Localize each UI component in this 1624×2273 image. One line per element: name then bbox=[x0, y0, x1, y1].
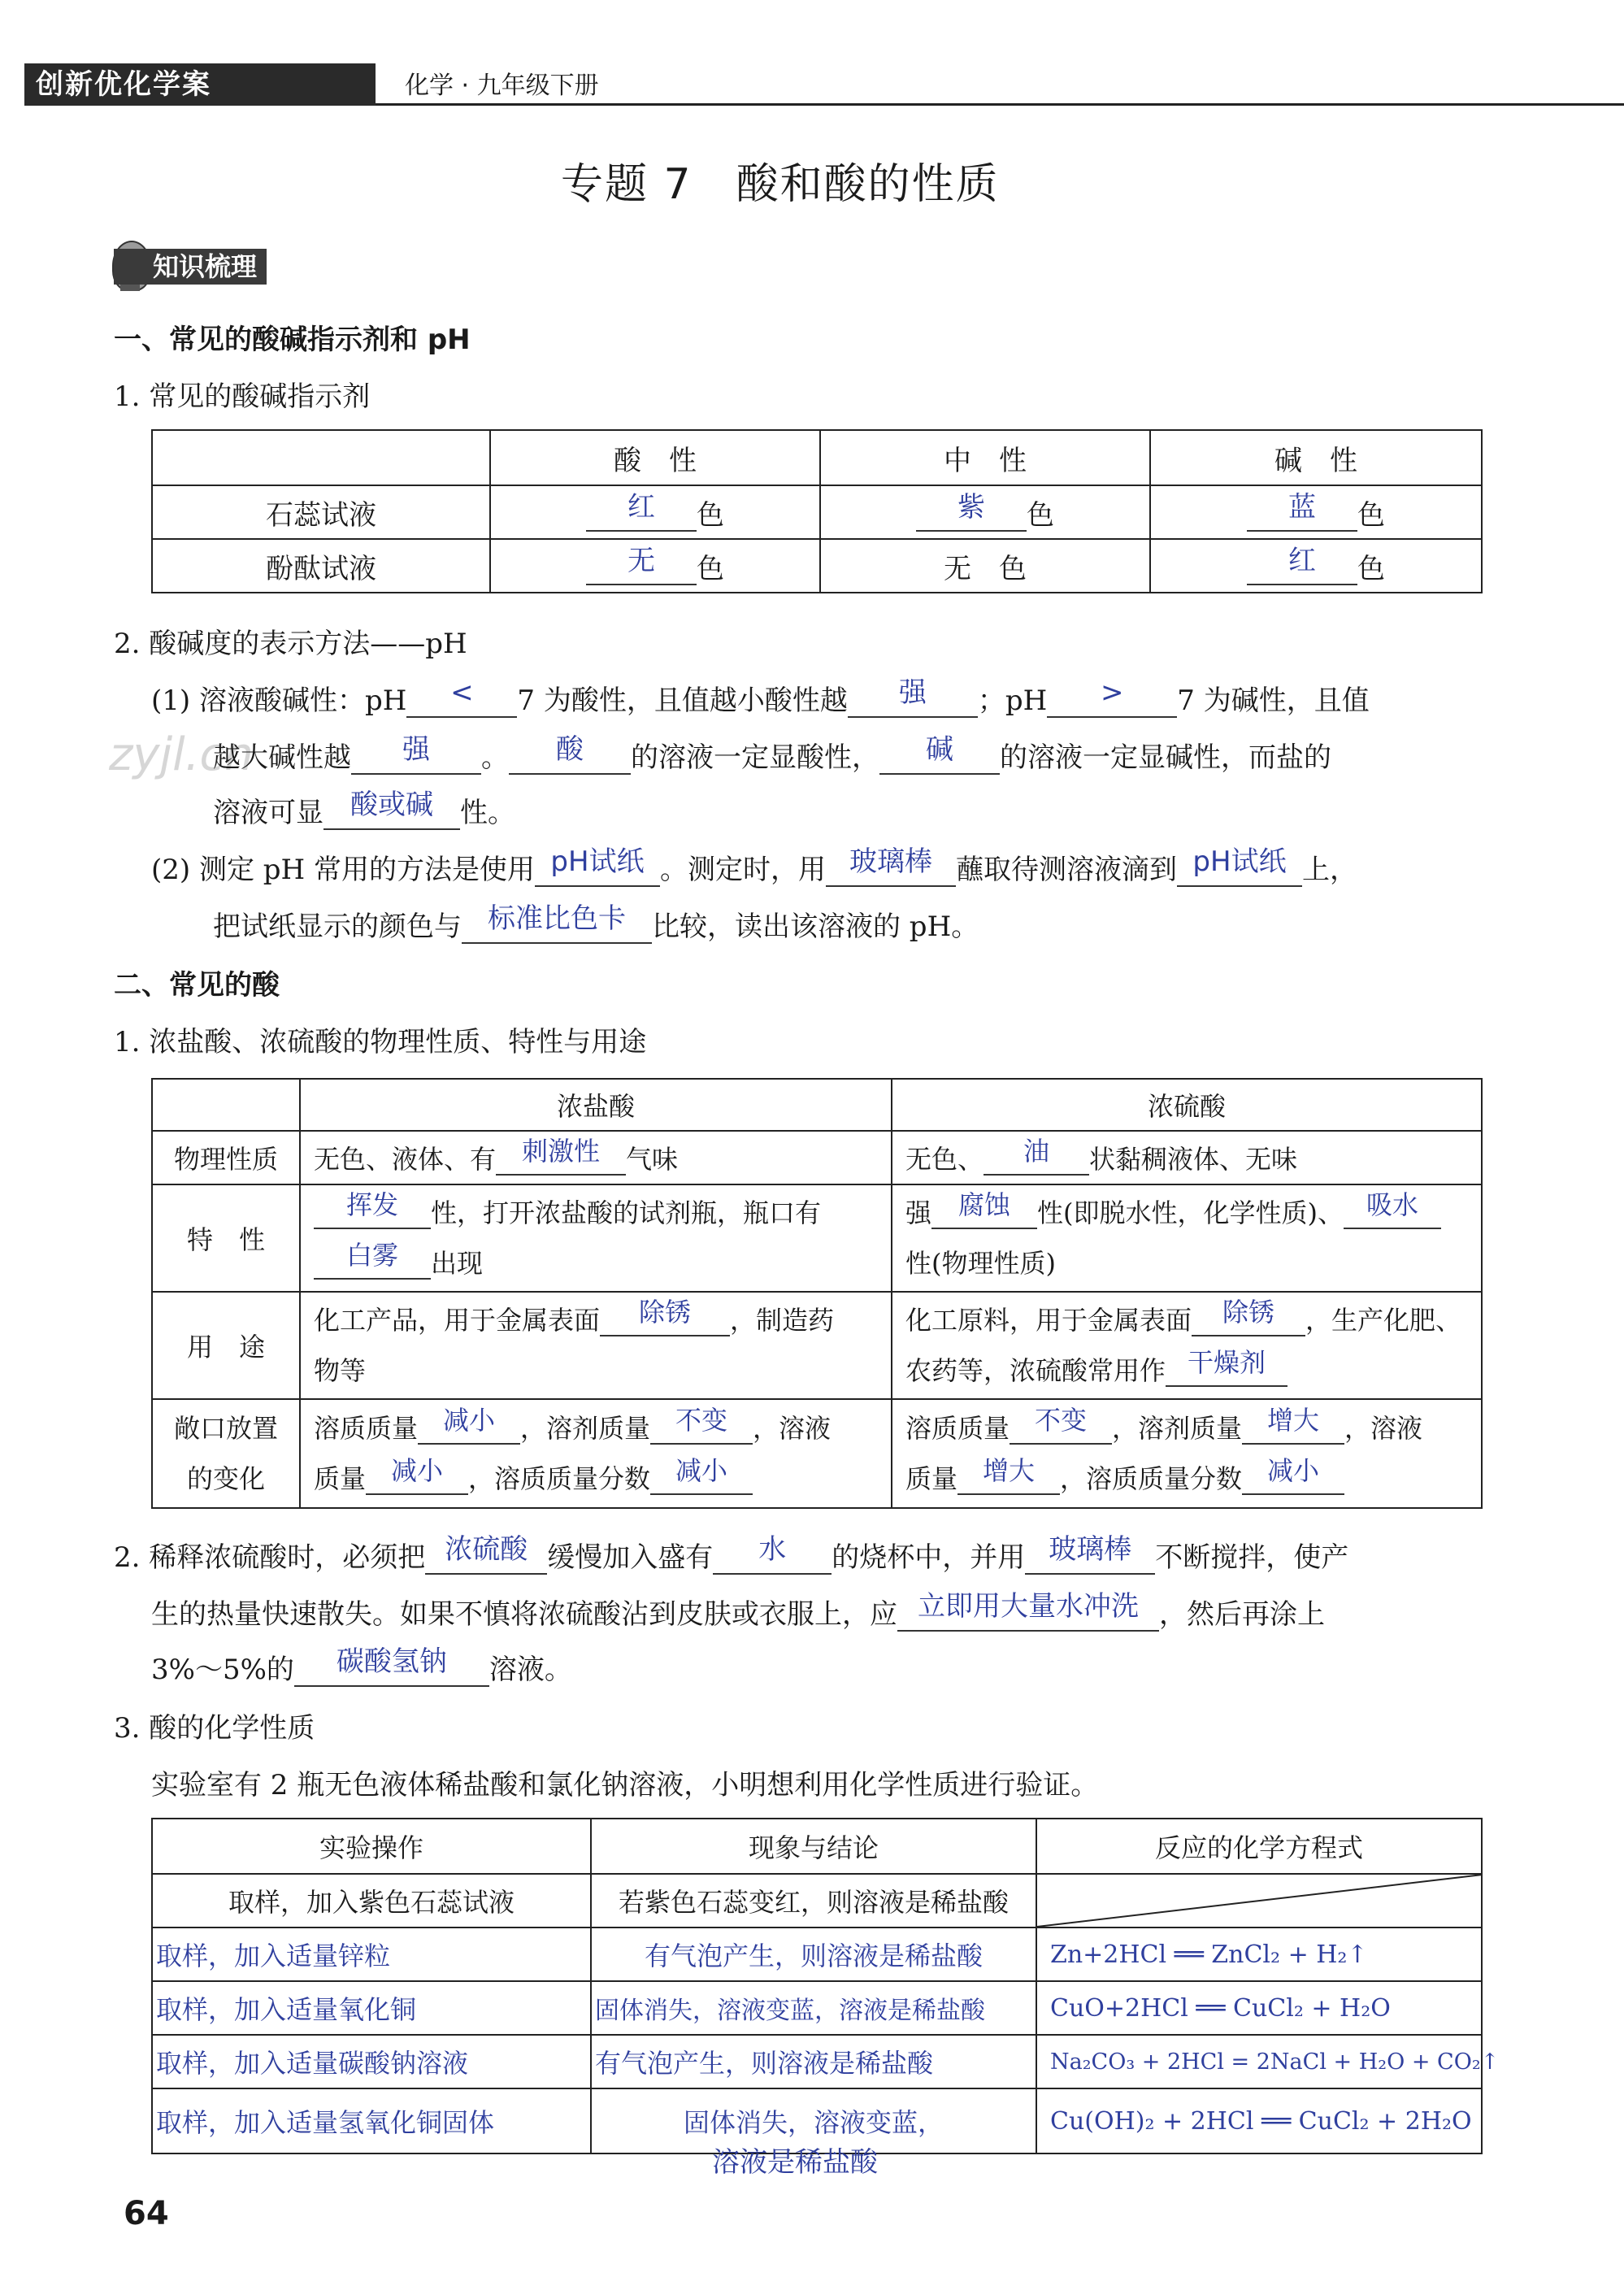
chem-operation: 取样，加入适量氧化铜 bbox=[152, 1981, 591, 2035]
indicator-row-phenolphthalein bbox=[152, 539, 1482, 593]
answer: 不变 bbox=[675, 1405, 728, 1436]
answer: 玻璃棒 bbox=[849, 845, 932, 878]
ph-method-line2: 把试纸显示的颜色与 标准比色卡 比较，读出该溶液的 pH。 bbox=[213, 902, 979, 943]
ph-paragraph-line2: 越大碱性越 强 。 酸 的溶液一定显酸性， 碱 的溶液一定显碱性，而盐的 bbox=[213, 733, 1331, 774]
diagonal-slash bbox=[1037, 1875, 1483, 1927]
answer: pH试纸 bbox=[550, 845, 645, 878]
chem-equation: CuO+2HCl ══ CuCl₂ + H₂O bbox=[1036, 1981, 1482, 2035]
chem-row bbox=[152, 1981, 1482, 2035]
page-title: 专题 7 酸和酸的性质 bbox=[561, 160, 1000, 209]
neutral-value: 无 色 bbox=[820, 539, 1150, 593]
chem-result: 有气泡产生，则溶液是稀盐酸 bbox=[591, 2035, 1036, 2088]
watermark: zyjl.cn bbox=[109, 728, 254, 781]
section2-item3-desc: 实验室有 2 瓶无色液体稀盐酸和氯化钠溶液，小明想利用化学性质进行验证。 bbox=[151, 1769, 1099, 1801]
answer: 减小 bbox=[1267, 1455, 1320, 1486]
section1-item1: 1. 常见的酸碱指示剂 bbox=[114, 380, 371, 413]
answer: 腐蚀 bbox=[958, 1189, 1011, 1220]
acid-row-physical: 物理性质 无色、液体、有 刺激性 气味 无色、 油 状黏稠液体、无味 bbox=[152, 1131, 1482, 1184]
acid-header-blank bbox=[152, 1079, 300, 1131]
color-suffix: 色 bbox=[697, 552, 724, 585]
answer: pH试纸 bbox=[1192, 845, 1287, 878]
answer: 增大 bbox=[983, 1455, 1036, 1486]
answer: 白雾 bbox=[345, 1240, 398, 1271]
answer: 紫 bbox=[957, 490, 985, 524]
dilution-line3: 3%～5%的 碳酸氢钠 溶液。 bbox=[151, 1645, 572, 1686]
acid-row-usage: 用 途 化工产品，用于金属表面 除锈 ，制造药 物等 化工原料，用于金属表面 除锈 ，生产化肥、 农药等，浓硫酸常用作 干燥剂 bbox=[152, 1292, 1482, 1399]
answer: > bbox=[1101, 676, 1124, 709]
chem-result: 固体消失，溶液变蓝， bbox=[591, 2088, 1036, 2153]
chemical-properties-table bbox=[151, 1818, 1500, 2154]
chem-result-overflow: 溶液是稀盐酸 bbox=[712, 2146, 878, 2179]
answer: 减小 bbox=[675, 1455, 728, 1486]
row-label: 物理性质 bbox=[152, 1131, 300, 1184]
indicator-header-neutral: 中 性 bbox=[820, 430, 1150, 485]
indicator-name: 酚酞试液 bbox=[152, 539, 490, 593]
row-label: 敞口放置 bbox=[173, 1413, 278, 1444]
indicator-header-base: 碱 性 bbox=[1150, 430, 1482, 485]
acid-header-hcl: 浓盐酸 bbox=[300, 1079, 892, 1131]
chem-equation: Cu(OH)₂ + 2HCl ══ CuCl₂ + 2H₂O bbox=[1036, 2088, 1482, 2153]
answer: 玻璃棒 bbox=[1049, 1533, 1132, 1566]
chem-row bbox=[152, 1927, 1482, 1981]
answer: 酸或碱 bbox=[350, 789, 433, 821]
answer: 除锈 bbox=[1222, 1297, 1275, 1328]
chem-operation: 取样，加入适量锌粒 bbox=[152, 1927, 591, 1981]
indicator-header-blank bbox=[152, 430, 490, 485]
chem-result: 有气泡产生，则溶液是稀盐酸 bbox=[591, 1927, 1036, 1981]
page-number: 64 bbox=[124, 2195, 169, 2232]
answer: 增大 bbox=[1267, 1405, 1320, 1436]
ph-method-line1: (2) 测定 pH 常用的方法是使用 pH试纸 。测定时，用 玻璃棒 蘸取待测溶液滴到 pH试纸 上， bbox=[151, 845, 1357, 886]
brand-bar bbox=[24, 63, 376, 106]
acid-row-exposed: 敞口放置 的变化 溶质质量 减小 ，溶剂质量 不变 ，溶液 质量 减小 ，溶质质量分数 减小 溶质质量 不变 ，溶剂质量 增大 ，溶液 质量 增大 ，溶质质量分数 减小 bbox=[152, 1399, 1482, 1508]
header-rule bbox=[376, 103, 1624, 106]
indicator-name: 石蕊试液 bbox=[152, 485, 490, 539]
answer: 标准比色卡 bbox=[488, 902, 626, 935]
row-label: 用 途 bbox=[152, 1292, 300, 1399]
section2-item1: 1. 浓盐酸、浓硫酸的物理性质、特性与用途 bbox=[114, 1026, 647, 1058]
section2-heading: 二、常见的酸 bbox=[114, 969, 280, 1002]
answer: 酸 bbox=[556, 733, 584, 766]
row-label: 的变化 bbox=[186, 1463, 265, 1494]
section1-heading: 一、常见的酸碱指示剂和 pH bbox=[114, 324, 471, 356]
answer: 红 bbox=[1288, 544, 1316, 577]
answer: 碱 bbox=[926, 733, 953, 766]
answer: 刺激性 bbox=[522, 1136, 601, 1167]
color-suffix: 色 bbox=[1357, 552, 1385, 585]
chem-result: 若紫色石蕊变红，则溶液是稀盐酸 bbox=[591, 1874, 1036, 1927]
answer: 蓝 bbox=[1288, 490, 1316, 524]
answer: 碳酸氢钠 bbox=[336, 1645, 447, 1678]
chem-equation-empty bbox=[1036, 1874, 1482, 1927]
dilution-line1: 2. 稀释浓硫酸时，必须把 浓硫酸 缓慢加入盛有 水 的烧杯中，并用 玻璃棒 不断搅拌，使产 bbox=[114, 1533, 1349, 1574]
chem-operation: 取样，加入适量碳酸钠溶液 bbox=[152, 2035, 591, 2088]
acid-properties-table bbox=[151, 1078, 1483, 1509]
color-suffix: 色 bbox=[1357, 498, 1385, 532]
chem-result: 固体消失，溶液变蓝，溶液是稀盐酸 bbox=[591, 1981, 1036, 2035]
answer: 强 bbox=[402, 733, 430, 766]
indicator-header-acid: 酸 性 bbox=[490, 430, 820, 485]
indicator-row-litmus bbox=[152, 485, 1482, 539]
row-label: 特 性 bbox=[152, 1184, 300, 1292]
subject-label: 化学 · 九年级下册 bbox=[405, 72, 599, 100]
acid-row-characteristic: 特 性 挥发 性，打开浓盐酸的试剂瓶，瓶口有 白雾 出现 强 腐蚀 性(即脱水性，化学性质)、 吸水 性(物理性质) bbox=[152, 1184, 1482, 1292]
acid-header-h2so4: 浓硫酸 bbox=[892, 1079, 1482, 1131]
color-suffix: 色 bbox=[1027, 498, 1054, 532]
chem-operation: 取样，加入紫色石蕊试液 bbox=[152, 1874, 591, 1927]
answer: 减小 bbox=[391, 1455, 444, 1486]
answer: 无 bbox=[627, 544, 655, 577]
answer: 干燥剂 bbox=[1188, 1347, 1266, 1378]
answer: 立即用大量水冲洗 bbox=[918, 1590, 1139, 1623]
chem-header-operation: 实验操作 bbox=[152, 1819, 591, 1874]
section-badge: 知识梳理 bbox=[114, 249, 267, 285]
answer: 强 bbox=[898, 676, 927, 709]
answer: 红 bbox=[627, 490, 655, 524]
color-suffix: 色 bbox=[697, 498, 724, 532]
answer: 水 bbox=[758, 1533, 787, 1566]
section1-item2: 2. 酸碱度的表示方法——pH bbox=[114, 628, 467, 660]
section2-item3: 3. 酸的化学性质 bbox=[114, 1712, 315, 1745]
answer: < bbox=[450, 676, 474, 709]
chem-equation: Zn+2HCl ══ ZnCl₂ + H₂↑ bbox=[1036, 1927, 1482, 1981]
chem-row bbox=[152, 2035, 1482, 2088]
answer: 减小 bbox=[443, 1405, 496, 1436]
chem-operation: 取样，加入适量氢氧化铜固体 bbox=[152, 2088, 591, 2153]
answer: 挥发 bbox=[345, 1189, 398, 1220]
chem-equation: Na₂CO₃ + 2HCl = 2NaCl + H₂O + CO₂↑ bbox=[1036, 2035, 1482, 2088]
chem-row bbox=[152, 1874, 1482, 1927]
brand-name: 创新优化学案 bbox=[36, 68, 211, 101]
chem-header-equation: 反应的化学方程式 bbox=[1036, 1819, 1482, 1874]
chem-header-result: 现象与结论 bbox=[591, 1819, 1036, 1874]
dilution-line2: 生的热量快速散失。如果不慎将浓硫酸沾到皮肤或衣服上，应 立即用大量水冲洗 ，然后再涂上 bbox=[151, 1590, 1325, 1631]
ph-paragraph-line3: 溶液可显 酸或碱 性。 bbox=[213, 789, 515, 829]
indicator-table bbox=[151, 429, 1483, 593]
answer: 油 bbox=[1023, 1136, 1050, 1167]
answer: 吸水 bbox=[1366, 1189, 1418, 1220]
answer: 浓硫酸 bbox=[445, 1533, 528, 1566]
answer: 不变 bbox=[1035, 1405, 1088, 1436]
ph-paragraph-line1: (1) 溶液酸碱性：pH < 7 为酸性，且值越小酸性越 强 ；pH > 7 为碱性，且值 bbox=[151, 676, 1370, 717]
answer: 除锈 bbox=[639, 1297, 692, 1328]
